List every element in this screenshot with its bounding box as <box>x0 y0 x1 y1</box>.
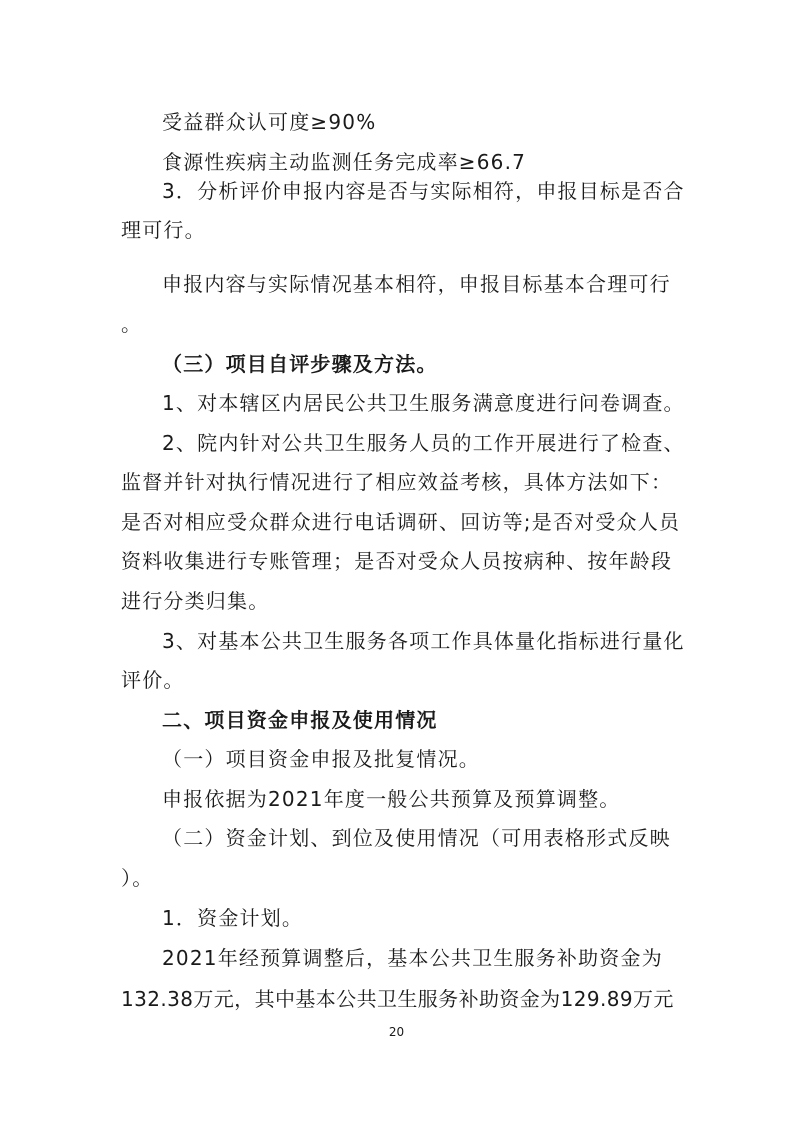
paragraph-line: 食源性疾病主动监测任务完成率≥66.7 <box>162 150 527 174</box>
paragraph-line: 1、对本辖区内居民公共卫生服务满意度进行问卷调查。 <box>162 391 685 415</box>
page-number: 20 <box>388 1025 405 1039</box>
paragraph-line: 2、院内针对公共卫生服务人员的工作开展进行了检查、 <box>162 431 685 455</box>
paragraph-line: 理可行。 <box>121 218 206 242</box>
paragraph-line: 进行分类归集。 <box>121 589 270 613</box>
paragraph-line: 申报依据为2021年度一般公共预算及预算调整。 <box>162 787 621 811</box>
paragraph-line: （一）项目资金申报及批复情况。 <box>162 747 480 771</box>
paragraph-line: （二）资金计划、到位及使用情况（可用表格形式反映 <box>162 826 671 850</box>
paragraph-line: 受益群众认可度≥90% <box>162 110 377 134</box>
paragraph-line: 3．分析评价申报内容是否与实际相符，申报目标是否合 <box>162 179 685 203</box>
paragraph-line: 1．资金计划。 <box>162 906 304 930</box>
paragraph-line: 监督并针对执行情况进行了相应效益考核，具体方法如下： <box>121 470 673 494</box>
paragraph-line: 申报内容与实际情况基本相符，申报目标基本合理可行 <box>162 272 671 296</box>
paragraph-line: 是否对相应受众群众进行电话调研、回访等;是否对受众人员 <box>121 510 681 534</box>
paragraph-line: 3、对基本公共卫生服务各项工作具体量化指标进行量化 <box>162 629 685 653</box>
paragraph-line: ）。 <box>121 866 154 890</box>
section-heading: 二、项目资金申报及使用情况 <box>162 708 438 732</box>
paragraph-line: 资料收集进行专账管理；是否对受众人员按病种、按年龄段 <box>121 549 673 573</box>
paragraph-line: 评价。 <box>121 668 185 692</box>
paragraph-line: 132.38万元，其中基本公共卫生服务补助资金为129.89万元 <box>121 987 674 1011</box>
paragraph-line: 2021年经预算调整后，基本公共卫生服务补助资金为 <box>162 946 663 970</box>
paragraph-line: 。 <box>121 312 143 336</box>
section-heading: （三）项目自评步骤及方法。 <box>162 352 438 376</box>
